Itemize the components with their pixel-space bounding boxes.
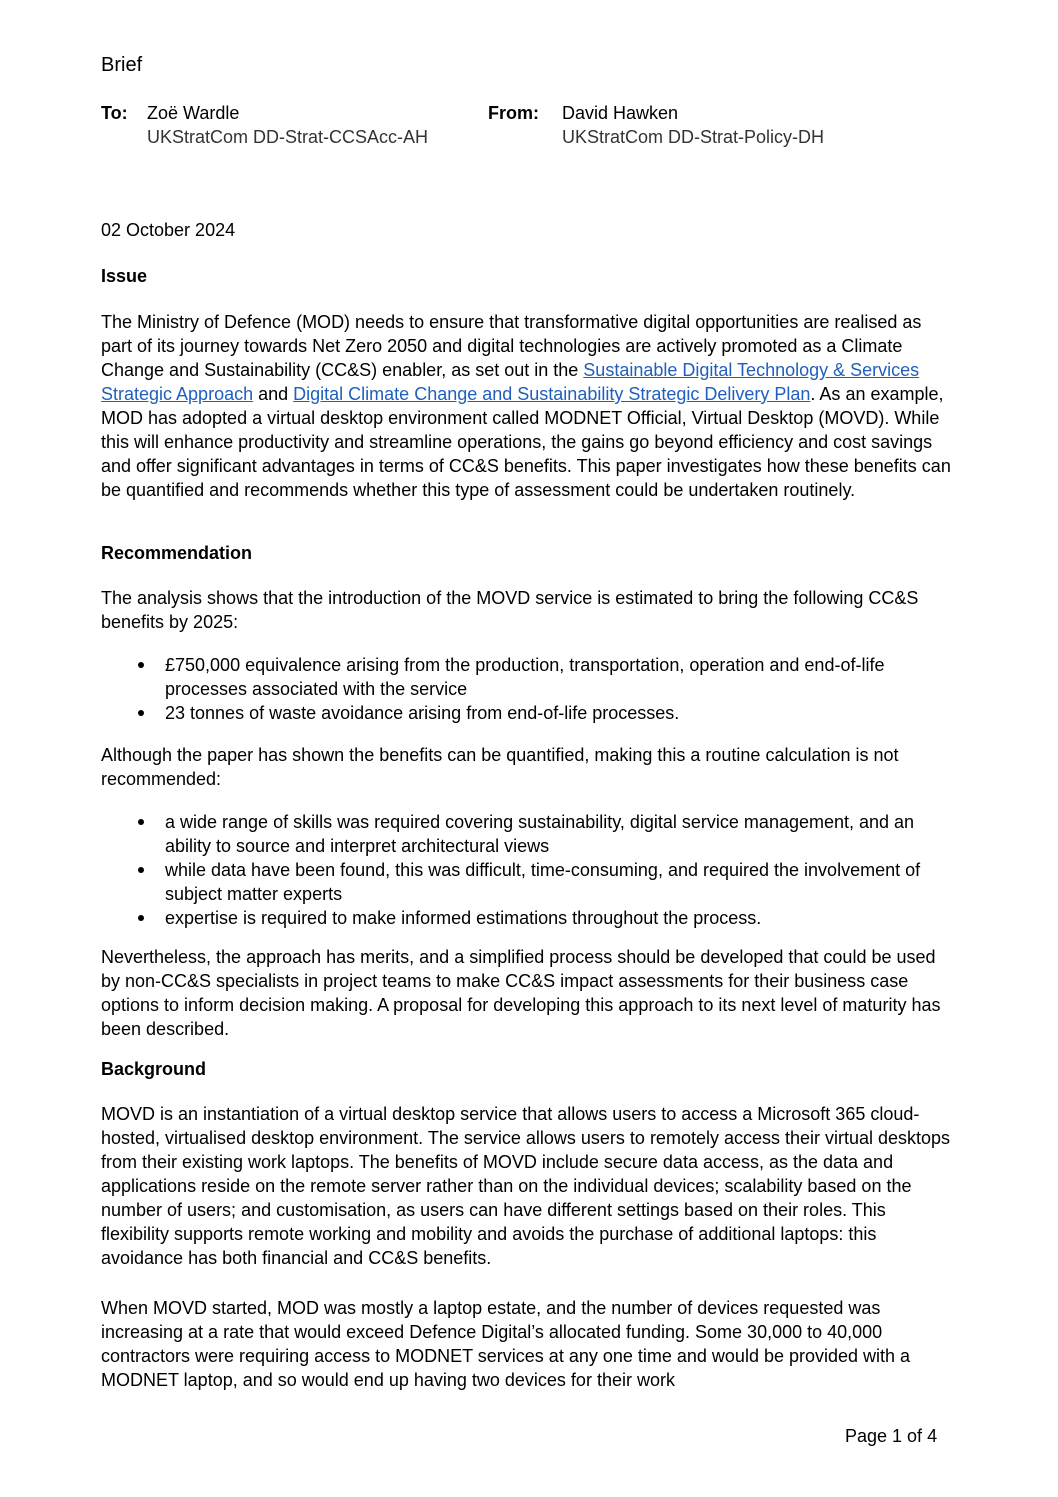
bullet-icon bbox=[138, 662, 144, 668]
list-item bbox=[101, 906, 951, 930]
bullet-icon bbox=[138, 819, 144, 825]
list-item bbox=[101, 858, 951, 906]
reasons-list bbox=[101, 810, 951, 930]
list-item bbox=[101, 701, 951, 725]
list-item bbox=[101, 653, 951, 701]
issue-heading: Issue bbox=[101, 266, 148, 286]
list-item-text: while data have been found, this was difficult, time-consuming, and required the involvement of subject matter experts bbox=[165, 860, 921, 904]
from-label: From: bbox=[488, 103, 539, 123]
background-heading: Background bbox=[101, 1059, 207, 1079]
sustainable-digital-strategy-link[interactable]: Sustainable Digital Technology & Services Strategic Approach bbox=[101, 360, 920, 404]
document-type: Brief bbox=[101, 54, 143, 76]
list-item-text: a wide range of skills was required covering sustainability, digital service management, and an ability to source and interpret architectural views bbox=[165, 812, 915, 856]
background-paragraph-2: When MOVD started, MOD was mostly a laptop estate, and the number of devices requested was increasing at a rate that would exceed Defence Digital’s allocated funding. Some 30,000 to 40,000 contractors were requiring access to MODNET services at any one time and would be provided with a MODNET laptop, and so would end up having two devices for their work bbox=[101, 1298, 911, 1390]
list-item-text: expertise is required to make informed estimations throughout the process. bbox=[165, 908, 762, 928]
bullet-icon bbox=[138, 710, 144, 716]
background-paragraph-1: MOVD is an instantiation of a virtual desktop service that allows users to access a Microsoft 365 cloud-hosted, virtualised desktop environment. The service allows users to remotely access their virtual desktops from their existing work laptops. The benefits of MOVD include secure data access, as the data and applications reside on the remote server rather than on the individual devices; scalability based on the number of users; and customisation, as users can have different settings based on their roles. This flexibility supports remote working and mobility and avoids the purchase of additional laptops: this avoidance has both financial and CC&S benefits. bbox=[101, 1104, 951, 1268]
sender-name: David Hawken bbox=[562, 103, 679, 123]
issue-text-part-1: The Ministry of Defence (MOD) needs to ensure that transformative digital opportunities are realised as part of its journey towards Net Zero 2050 and digital technologies are actively promoted as a Climate Change and Sustainability (CC&S) enabler, as set out in the bbox=[101, 312, 922, 380]
to-label: To: bbox=[101, 103, 128, 123]
document-date: 02 October 2024 bbox=[101, 220, 236, 240]
issue-text-part-2: and bbox=[253, 384, 294, 404]
sender-department: UKStratCom DD-Strat-Policy-DH bbox=[562, 127, 825, 147]
recipient-name: Zoë Wardle bbox=[147, 103, 240, 123]
page-number: Page 1 of 4 bbox=[845, 1426, 938, 1446]
benefits-list bbox=[101, 653, 951, 725]
recommendation-paragraph-3: Nevertheless, the approach has merits, and a simplified process should be developed that could be used by non-CC&S specialists in project teams to make CC&S impact assessments for their business case options to inform decision making. A proposal for developing this approach to its next level of maturity has been described. bbox=[101, 947, 941, 1039]
recipient-department: UKStratCom DD-Strat-CCSAcc-AH bbox=[147, 127, 429, 147]
list-item bbox=[101, 810, 951, 858]
recommendation-paragraph-2: Although the paper has shown the benefits can be quantified, making this a routine calculation is not recommended: bbox=[101, 745, 899, 789]
digital-ccs-delivery-plan-link[interactable]: Digital Climate Change and Sustainability Strategic Delivery Plan bbox=[293, 384, 811, 404]
bullet-icon bbox=[138, 867, 144, 873]
recommendation-paragraph-1: The analysis shows that the introduction of the MOVD service is estimated to bring the following CC&S benefits by 2025: bbox=[101, 588, 919, 632]
list-item-text: 23 tonnes of waste avoidance arising from end-of-life processes. bbox=[165, 703, 680, 723]
bullet-icon bbox=[138, 915, 144, 921]
issue-paragraph bbox=[101, 310, 951, 502]
issue-text-part-3: . As an example, MOD has adopted a virtual desktop environment called MODNET Official, Virtual Desktop (MOVD). While this will enhance productivity and streamline operations, the gains go beyond efficiency and cost savings and offer significant advantages in terms of CC&S benefits. This paper investigates how these benefits can be quantified and recommends whether this type of assessment could be undertaken routinely. bbox=[101, 384, 951, 500]
list-item-text: £750,000 equivalence arising from the production, transportation, operation and end-of-life processes associated with the service bbox=[165, 655, 885, 699]
recommendation-heading: Recommendation bbox=[101, 543, 253, 563]
